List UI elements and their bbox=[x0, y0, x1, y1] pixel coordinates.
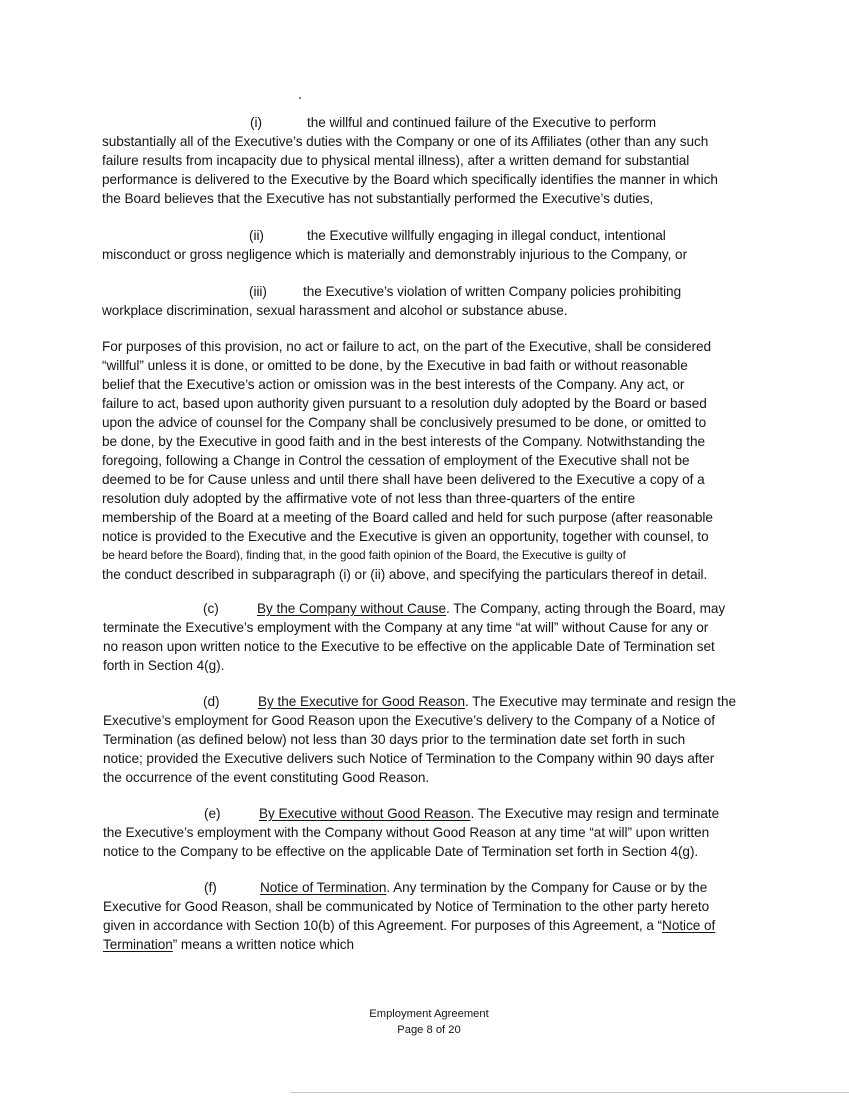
item-iii-line-2: workplace discrimination, sexual harassment and alcohol or substance abuse. bbox=[102, 303, 568, 318]
willful-line-5: upon the advice of counsel for the Company shall be conclusively presumed to be done, or omitted to bbox=[102, 415, 707, 430]
willful-line-12: be heard before the Board), finding that, in the good faith opinion of the Board, the Executive is guilty of bbox=[102, 549, 626, 562]
section-c-label: (c) bbox=[203, 601, 219, 616]
item-i-line-5: the Board believes that the Executive has not substantially performed the Executive’s duties, bbox=[102, 191, 654, 206]
section-e-label: (e) bbox=[204, 806, 221, 821]
section-e-line-3: notice to the Company to be effective on the applicable Date of Termination set forth in Section 4(g). bbox=[103, 844, 699, 859]
section-f bbox=[103, 878, 715, 954]
item-ii bbox=[102, 226, 687, 264]
section-e-line-1: . The Executive may resign and terminate bbox=[470, 806, 720, 821]
willful-line-1: For purposes of this provision, no act or failure to act, on the part of the Executive, shall be considered bbox=[102, 339, 711, 354]
item-i-line-4: performance is delivered to the Executive by the Board which specifically identifies the manner in which bbox=[102, 172, 718, 187]
item-ii-line-1: the Executive willfully engaging in illegal conduct, intentional bbox=[307, 228, 666, 243]
section-d-line-5: the occurrence of the event constituting Good Reason. bbox=[103, 770, 430, 785]
willful-line-11: notice is provided to the Executive and the Executive is given an opportunity, together with counsel, to bbox=[102, 529, 709, 544]
section-d-line-2: Executive’s employment for Good Reason upon the Executive’s delivery to the Company of a Notice of bbox=[103, 713, 715, 728]
page-footer bbox=[0, 1006, 849, 1038]
willful-line-8: deemed to be for Cause unless and until there shall have been delivered to the Executive a copy of a bbox=[102, 472, 705, 487]
section-e bbox=[103, 804, 719, 861]
item-i bbox=[102, 113, 718, 208]
section-f-line-2: Executive for Good Reason, shall be communicated by Notice of Termination to the other party hereto bbox=[103, 899, 710, 914]
section-f-heading: Notice of Termination bbox=[260, 880, 387, 895]
section-c bbox=[103, 599, 725, 675]
section-f-line-4: ” means a written notice which bbox=[172, 937, 355, 952]
section-e-line-2: the Executive’s employment with the Company without Good Reason at any time “at will” upon written bbox=[103, 825, 710, 840]
section-f-line-1: . Any termination by the Company for Cause or by the bbox=[386, 880, 708, 895]
item-iii-label: (iii) bbox=[249, 284, 267, 299]
section-d-line-1: . The Executive may terminate and resign the bbox=[464, 694, 737, 709]
section-c-heading: By the Company without Cause bbox=[257, 601, 447, 616]
willful-line-2: “willful” unless it is done, or omitted to be done, by the Executive in bad faith or without reasonable bbox=[102, 358, 688, 373]
item-iii-line-1: the Executive’s violation of written Company policies prohibiting bbox=[303, 284, 682, 299]
section-c-line-2: terminate the Executive’s employment with the Company at any time “at will” without Cause for any or bbox=[103, 620, 709, 635]
item-ii-line-2: misconduct or gross negligence which is materially and demonstrably injurious to the Company, or bbox=[102, 247, 688, 262]
item-i-line-2: substantially all of the Executive’s duties with the Company or one of its Affiliates (other than any such bbox=[102, 134, 709, 149]
section-c-line-4: forth in Section 4(g). bbox=[103, 658, 225, 673]
willful-line-4: failure to act, based upon authority given pursuant to a resolution duly adopted by the Board or based bbox=[102, 396, 707, 411]
willful-line-13: the conduct described in subparagraph (i) or (ii) above, and specifying the particulars thereof in detail. bbox=[102, 567, 708, 582]
willful-line-9: resolution duly adopted by the affirmative vote of not less than three-quarters of the entire bbox=[102, 491, 636, 506]
item-i-line-3: failure results from incapacity due to physical mental illness), after a written demand for substantial bbox=[102, 153, 690, 168]
willful-paragraph bbox=[102, 337, 713, 584]
item-ii-label: (ii) bbox=[249, 228, 264, 243]
section-c-line-3: no reason upon written notice to the Executive to be effective on the applicable Date of Termination set bbox=[103, 639, 715, 654]
section-f-label: (f) bbox=[204, 880, 217, 895]
section-f-line-3: given in accordance with Section 10(b) of this Agreement. For purposes of this Agreement, a “ bbox=[103, 918, 663, 933]
section-d-heading: By the Executive for Good Reason bbox=[258, 694, 465, 709]
section-e-heading: By Executive without Good Reason bbox=[259, 806, 471, 821]
termination-term: Termination bbox=[103, 937, 173, 952]
willful-line-6: be done, by the Executive in good faith and in the best interests of the Company. Notwithstanding the bbox=[102, 434, 706, 449]
footer-page-number: Page 8 of 20 bbox=[397, 1024, 461, 1036]
item-i-label: (i) bbox=[250, 115, 262, 130]
willful-line-10: membership of the Board at a meeting of the Board called and held for such purpose (after reasonable bbox=[102, 510, 713, 525]
item-i-line-1: the willful and continued failure of the Executive to perform bbox=[307, 115, 657, 130]
section-d-line-3: Termination (as defined below) not less than 30 days prior to the termination date set forth in such bbox=[103, 732, 686, 747]
footer-title: Employment Agreement bbox=[369, 1008, 489, 1020]
section-d-label: (d) bbox=[203, 694, 220, 709]
notice-of-termination-term: Notice of bbox=[662, 918, 716, 933]
section-c-line-1: . The Company, acting through the Board, may bbox=[446, 601, 726, 616]
scan-edge-line bbox=[290, 1092, 849, 1093]
section-d-line-4: notice; provided the Executive delivers such Notice of Termination to the Company within 90 days after bbox=[103, 751, 715, 766]
willful-line-3: belief that the Executive’s action or omission was in the best interests of the Company. Any act, or bbox=[102, 377, 685, 392]
item-iii bbox=[102, 282, 681, 320]
willful-line-7: foregoing, following a Change in Control the cessation of employment of the Executive shall not be bbox=[102, 453, 690, 468]
scan-speck bbox=[299, 97, 301, 99]
section-d bbox=[103, 692, 736, 787]
